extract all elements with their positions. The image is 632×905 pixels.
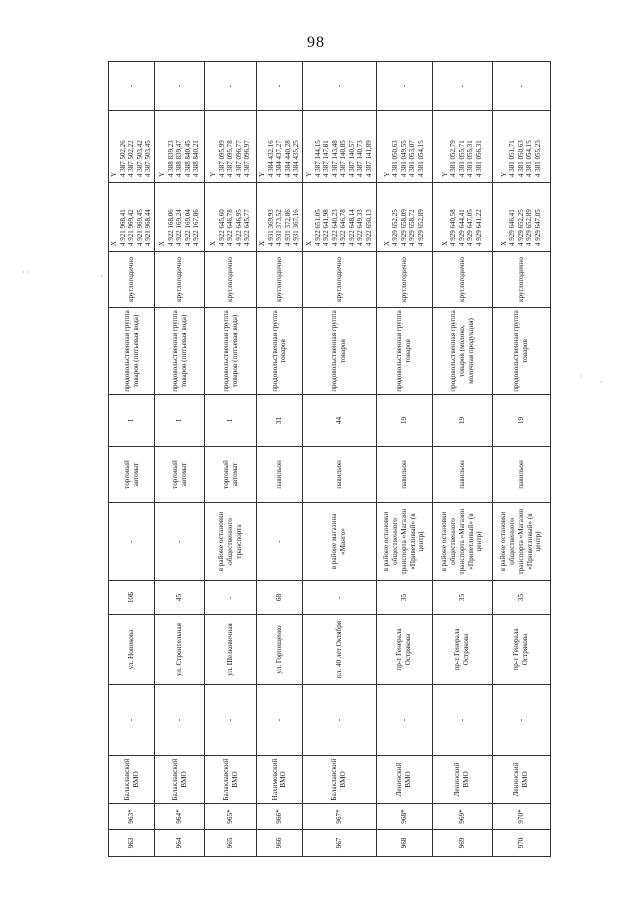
table-row <box>155 62 205 857</box>
table-row <box>376 62 432 857</box>
cell-settlement: - <box>492 685 550 756</box>
coordinate-value: 4 922 641,98 <box>322 209 331 246</box>
coordinate-value: 4 384 440,28 <box>283 140 292 177</box>
coordinate-value: 4 387 147,81 <box>322 140 331 177</box>
cell-district: Балаклавский ВМО <box>205 756 257 804</box>
cell-no: 969 <box>432 830 492 857</box>
coordinate-value: Y <box>158 171 167 177</box>
cell-places: 19 <box>492 395 550 447</box>
trade-places-table <box>108 61 551 857</box>
table-rotated-wrapper <box>108 62 548 857</box>
coordinate-value: 4 929 652,25 <box>391 209 400 246</box>
coordinate-value: 4 387 095,99 <box>217 140 226 177</box>
cell-old: 968* <box>376 804 432 830</box>
cell-note: - <box>492 62 550 111</box>
cell-period: круглогодично <box>257 252 303 308</box>
coordinate-value: 4 922 651,05 <box>313 209 322 246</box>
cell-settlement: - <box>376 685 432 756</box>
cell-x <box>302 183 376 252</box>
cell-landmark: - <box>155 503 205 581</box>
coordinate-value: Y <box>440 171 449 177</box>
cell-places: 19 <box>432 395 492 447</box>
coordinate-value: 4 922 646,78 <box>226 209 235 246</box>
coordinate-value: 4 387 141,89 <box>364 140 373 177</box>
coordinate-value: 4 929 652,89 <box>525 209 534 246</box>
table-row <box>109 62 155 857</box>
cell-y <box>109 111 155 183</box>
cell-street: ул. Горпищенко <box>257 615 303 685</box>
coordinate-value: 4 922 648,14 <box>347 209 356 246</box>
coordinate-value: 4 387 144,15 <box>313 140 322 177</box>
cell-type: павильон <box>302 447 376 503</box>
coordinate-value: 4 381 055,23 <box>533 140 542 177</box>
table-row <box>432 62 492 857</box>
cell-no: 965 <box>205 830 257 857</box>
cell-places: 1 <box>205 395 257 447</box>
cell-street: пр-т Генерала Острякова <box>432 615 492 685</box>
coordinate-value: X <box>440 240 449 246</box>
cell-street: пр-т Генерала Острякова <box>376 615 432 685</box>
cell-house: 10Б <box>109 581 155 615</box>
cell-y <box>257 111 303 183</box>
coordinate-value: 4 929 652,25 <box>516 209 525 246</box>
scan-mark: · <box>100 272 103 281</box>
coordinate-value: 4 381 054,15 <box>525 140 534 177</box>
cell-district: Балаклавский ВМО <box>302 756 376 804</box>
cell-old: 967* <box>302 804 376 830</box>
table-body <box>109 62 551 857</box>
coordinate-value: 4 387 503,45 <box>144 140 153 177</box>
cell-spec: продовольственная группа товаров (питьевая вода) <box>205 308 257 395</box>
page-number: 98 <box>307 34 325 51</box>
cell-note: - <box>302 62 376 111</box>
cell-note: - <box>376 62 432 111</box>
table-row <box>257 62 303 857</box>
coordinate-value: 4 922 169,24 <box>175 209 184 246</box>
cell-x <box>492 183 550 252</box>
coordinate-value: 4 922 650,13 <box>364 209 373 246</box>
coordinate-value: 4 384 437,27 <box>275 140 284 177</box>
cell-house: 68 <box>257 581 303 615</box>
cell-spec: продовольственная группа товаров <box>257 308 303 395</box>
coordinate-value: 4 387 503,42 <box>135 140 144 177</box>
cell-no: 966 <box>257 830 303 857</box>
coordinate-value: 4 929 647,05 <box>466 209 475 246</box>
coordinate-value: 4 929 658,09 <box>399 209 408 246</box>
coordinate-value: 4 387 095,78 <box>226 140 235 177</box>
cell-no: 968 <box>376 830 432 857</box>
coordinate-value: 4 387 502,22 <box>127 140 136 177</box>
cell-house: 35 <box>376 581 432 615</box>
cell-no: 970 <box>492 830 550 857</box>
coordinate-value: 4 929 647,05 <box>533 209 542 246</box>
cell-street: ул. Строительная <box>155 615 205 685</box>
cell-spec: продовольственная группа товаров (молоко, молочная продукция) <box>432 308 492 395</box>
coordinate-value: X <box>209 240 218 246</box>
cell-note: - <box>432 62 492 111</box>
cell-spec: продовольственная группа товаров <box>492 308 550 395</box>
coordinate-value: Y <box>110 171 119 177</box>
coordinate-value: 4 381 055,31 <box>466 140 475 177</box>
coordinate-value: 4 931 367,16 <box>292 209 301 246</box>
coordinate-value: X <box>499 240 508 246</box>
coordinate-value: 4 381 055,71 <box>457 140 466 177</box>
coordinate-value: 4 921 969,45 <box>135 209 144 246</box>
coordinate-value: Y <box>305 171 314 177</box>
cell-spec: продовольственная группа товаров <box>302 308 376 395</box>
cell-x <box>432 183 492 252</box>
cell-y <box>492 111 550 183</box>
coordinate-value: X <box>305 240 314 246</box>
cell-type: торговый автомат <box>109 447 155 503</box>
cell-note: - <box>155 62 205 111</box>
coordinate-value: 4 929 658,72 <box>408 209 417 246</box>
cell-spec: продовольственная группа товаров (питьевая вода) <box>155 308 205 395</box>
coordinate-value: X <box>382 240 391 246</box>
cell-period: круглогодично <box>492 252 550 308</box>
cell-places: 31 <box>257 395 303 447</box>
coordinate-value: 4 922 645,77 <box>243 209 252 246</box>
coordinate-value: 4 929 646,41 <box>508 209 517 246</box>
cell-period: круглогодично <box>432 252 492 308</box>
coordinate-value: 4 922 649,33 <box>356 209 365 246</box>
cell-district: Ленинский ВМО <box>492 756 550 804</box>
coordinate-value: 4 381 049,55 <box>399 140 408 177</box>
coordinate-value: 4 387 502,26 <box>118 140 127 177</box>
coordinate-value: X <box>158 240 167 246</box>
coordinate-value: Y <box>382 171 391 177</box>
coordinate-value: 4 922 645,60 <box>217 209 226 246</box>
cell-type: торговый автомат <box>155 447 205 503</box>
cell-note: - <box>109 62 155 111</box>
table-row <box>492 62 550 857</box>
coordinate-value: X <box>258 240 266 246</box>
coordinate-value: 4 922 646,78 <box>339 209 348 246</box>
cell-places: 19 <box>376 395 432 447</box>
cell-house: - <box>302 581 376 615</box>
cell-period: круглогодично <box>302 252 376 308</box>
cell-type: павильон <box>376 447 432 503</box>
cell-y <box>205 111 257 183</box>
cell-y <box>155 111 205 183</box>
cell-type: торговый автомат <box>205 447 257 503</box>
cell-spec: продовольственная группа товаров <box>376 308 432 395</box>
cell-landmark: в районе остановки общественного транспорта «Магазин «Приветливый» (в центр) <box>432 503 492 581</box>
cell-district: Балаклавский ВМО <box>155 756 205 804</box>
cell-period: круглогодично <box>205 252 257 308</box>
coordinate-value: 4 921 968,44 <box>144 209 153 246</box>
cell-old: 965* <box>205 804 257 830</box>
coordinate-value: 4 921 968,41 <box>118 209 127 246</box>
coordinate-value: 4 381 052,79 <box>449 140 458 177</box>
cell-settlement: - <box>155 685 205 756</box>
coordinate-value: 4 387 143,48 <box>330 140 339 177</box>
coordinate-value: 4 387 140,57 <box>347 140 356 177</box>
coordinate-value: 4 388 840,45 <box>183 140 192 177</box>
cell-landmark: в районе остановки общественного транспорта «Магазин «Приветливый» (в центр) <box>492 503 550 581</box>
cell-landmark: - <box>257 503 303 581</box>
cell-landmark: в районе магазина «Манго» <box>302 503 376 581</box>
table-row <box>302 62 376 857</box>
cell-x <box>257 183 303 252</box>
cell-house: 45 <box>155 581 205 615</box>
cell-settlement: - <box>109 685 155 756</box>
cell-old: 970* <box>492 804 550 830</box>
coordinate-value: 4 384 432,16 <box>266 140 275 177</box>
coordinate-value: 4 387 140,73 <box>356 140 365 177</box>
coordinate-value: Y <box>258 171 266 177</box>
cell-district: Ленинский ВМО <box>432 756 492 804</box>
cell-house: 35 <box>492 581 550 615</box>
cell-no: 963 <box>109 830 155 857</box>
coordinate-value: 4 922 646,95 <box>234 209 243 246</box>
cell-house: - <box>205 581 257 615</box>
cell-settlement: - <box>257 685 303 756</box>
coordinate-value: 4 931 373,52 <box>275 209 284 246</box>
coordinate-value: 4 381 053,07 <box>408 140 417 177</box>
coordinate-value: 4 931 372,86 <box>283 209 292 246</box>
cell-x <box>205 183 257 252</box>
coordinate-value: Y <box>209 171 218 177</box>
coordinate-value: 4 388 839,47 <box>175 140 184 177</box>
coordinate-value: Y <box>499 171 508 177</box>
scan-mark: · · <box>22 268 30 277</box>
cell-old: 964* <box>155 804 205 830</box>
cell-note: - <box>257 62 303 111</box>
coordinate-value: 4 384 435,25 <box>292 140 301 177</box>
cell-settlement: - <box>205 685 257 756</box>
cell-old: 963* <box>109 804 155 830</box>
cell-spec: продовольственная группа товаров (питьевая вода) <box>109 308 155 395</box>
cell-landmark: - <box>109 503 155 581</box>
cell-landmark: в районе остановки общественного транспорта «Магазин «Приветливый» (в центр) <box>376 503 432 581</box>
cell-y <box>432 111 492 183</box>
coordinate-value: 4 381 050,63 <box>516 140 525 177</box>
cell-x <box>155 183 205 252</box>
cell-street: пр-т Генерала Острякова <box>492 615 550 685</box>
coordinate-value: 4 388 839,23 <box>166 140 175 177</box>
coordinate-value: 4 381 056,31 <box>474 140 483 177</box>
cell-places: 1 <box>109 395 155 447</box>
cell-y <box>376 111 432 183</box>
cell-type: павильон <box>432 447 492 503</box>
coordinate-value: 4 922 640,23 <box>330 209 339 246</box>
cell-settlement: - <box>432 685 492 756</box>
coordinate-value: 4 387 096,97 <box>243 140 252 177</box>
cell-district: Ленинский ВМО <box>376 756 432 804</box>
cell-old: 969* <box>432 804 492 830</box>
cell-district: Балаклавский ВМО <box>109 756 155 804</box>
coordinate-value: 4 922 168,06 <box>166 209 175 246</box>
coordinate-value: 4 381 054,15 <box>416 140 425 177</box>
coordinate-value: X <box>110 240 119 246</box>
cell-street: ул. Новикова <box>109 615 155 685</box>
cell-no: 967 <box>302 830 376 857</box>
scan-mark: · <box>580 372 583 381</box>
cell-landmark: в районе остановки общественного транспорта <box>205 503 257 581</box>
coordinate-value: 4 929 644,41 <box>457 209 466 246</box>
coordinate-value: 4 929 641,22 <box>474 209 483 246</box>
coordinate-value: 4 387 140,85 <box>339 140 348 177</box>
cell-note: - <box>205 62 257 111</box>
coordinate-value: 4 921 969,42 <box>127 209 136 246</box>
cell-old: 966* <box>257 804 303 830</box>
cell-settlement: - <box>302 685 376 756</box>
coordinate-value: 4 388 840,21 <box>192 140 201 177</box>
coordinate-value: 4 381 051,71 <box>508 140 517 177</box>
cell-y <box>302 111 376 183</box>
cell-type: павильон <box>257 447 303 503</box>
cell-places: 44 <box>302 395 376 447</box>
cell-type: павильон <box>492 447 550 503</box>
cell-x <box>376 183 432 252</box>
scan-mark: · <box>600 378 603 387</box>
cell-district: Нахимовский ВМО <box>257 756 303 804</box>
coordinate-value: 4 922 169,04 <box>183 209 192 246</box>
cell-street: ул. Шелковичная <box>205 615 257 685</box>
cell-period: круглогодично <box>376 252 432 308</box>
cell-period: круглогодично <box>155 252 205 308</box>
coordinate-value: 4 381 050,63 <box>391 140 400 177</box>
table-row <box>205 62 257 857</box>
table-rotation-frame <box>108 62 548 857</box>
cell-street: пл. 40 лет Октября <box>302 615 376 685</box>
coordinate-value: 4 929 640,58 <box>449 209 458 246</box>
coordinate-value: 4 387 096,77 <box>234 140 243 177</box>
cell-house: 35 <box>432 581 492 615</box>
cell-x <box>109 183 155 252</box>
cell-period: круглогодично <box>109 252 155 308</box>
coordinate-value: 4 929 652,89 <box>416 209 425 246</box>
coordinate-value: 4 922 167,86 <box>192 209 201 246</box>
coordinate-value: 4 931 369,93 <box>266 209 275 246</box>
cell-places: 1 <box>155 395 205 447</box>
cell-no: 964 <box>155 830 205 857</box>
